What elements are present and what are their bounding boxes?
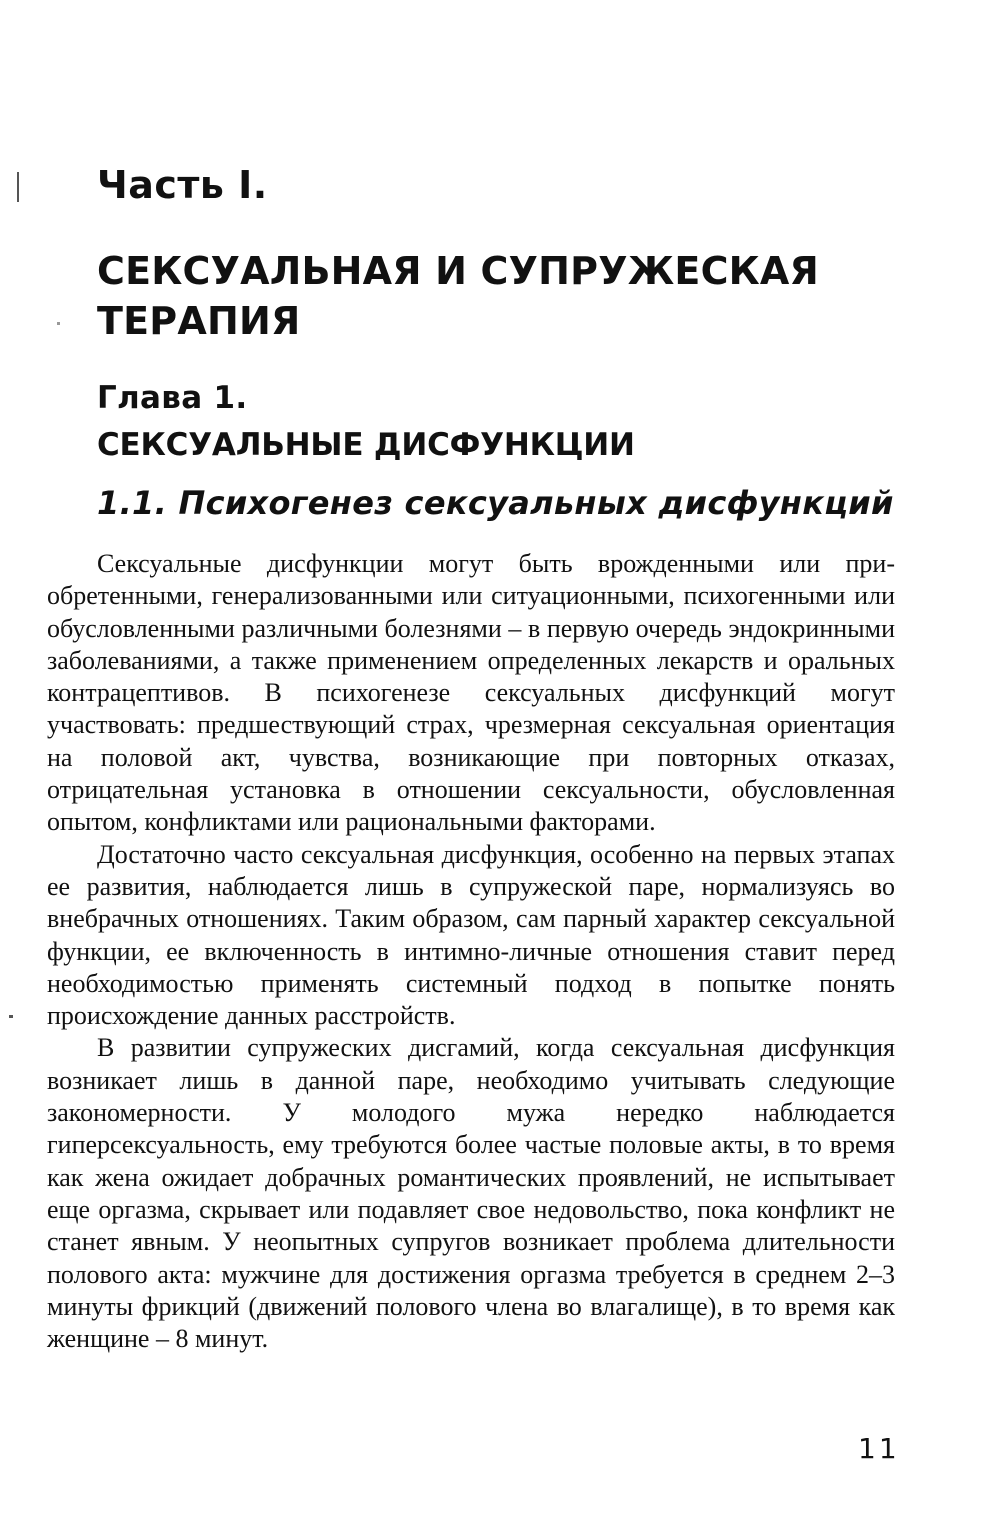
section-title-line1: СЕКСУАЛЬНАЯ И СУПРУЖЕСКАЯ xyxy=(97,249,819,293)
paragraph: В развитии супружеских дисгамий, когда сексуальная дисфункция возникает лишь в данной паре, необходимо учитывать следующие закономерности. У молодого мужа нередко наблюдается гиперсексуальность, ему требуются более частые половые акты, в то время как жена ожидает добрачных романтических проявлений, не испытывает еще оргазма, скрывает или подавляет свое недовольство, пока конфликт не станет явным. У неопытных супругов возникает проблема длительности полового акта: мужчине для достижения оргазма требуется в среднем 2–3 минуты фрикций (движений полового члена во влагалище), в то время как женщине – 8 минут. xyxy=(47,1033,895,1354)
scan-speck xyxy=(57,322,60,325)
part-title: Часть I. xyxy=(97,163,268,207)
subsection-title: 1.1. Психогенез сексуальных дисфункций xyxy=(97,484,894,522)
page-number: 11 xyxy=(858,1432,900,1465)
scan-margin-mark xyxy=(9,1015,13,1018)
section-title xyxy=(97,246,819,346)
chapter-name: СЕКСУАЛЬНЫЕ ДИСФУНКЦИИ xyxy=(97,427,635,463)
paragraph: Сексуальные дисфункции могут быть врожденными или приобретенными, генерализованными или ситуационными, психогенными или обусловленными различными болезнями – в первую очередь эндокринными заболеваниями, а также применением определенных лекарств и оральных контрацептивов. В психогенезе сексуальных дисфункций могут участвовать: предшествующий страх, чрезмерная сексуальная ориентация на половой акт, чувства, возникающие при повторных отказах, отрицательная установка в отношении сексуальности, обусловленная опытом, конфликтами или рациональными факторами. xyxy=(47,549,895,837)
paragraph: Достаточно часто сексуальная дисфункция, особенно на первых этапах ее развития, наблюдается лишь в супружеской паре, нормализуясь во внебрачных отношениях. Таким образом, сам парный характер сексуальной функции, ее включенность в интимно-личные отношения ставит перед необходимостью применять системный подход в попытке понять происхождение данных расстройств. xyxy=(47,839,895,1031)
body-text xyxy=(47,548,895,1355)
section-title-line2: ТЕРАПИЯ xyxy=(97,299,301,343)
chapter-label: Глава 1. xyxy=(97,380,248,416)
scan-margin-mark xyxy=(17,172,19,202)
